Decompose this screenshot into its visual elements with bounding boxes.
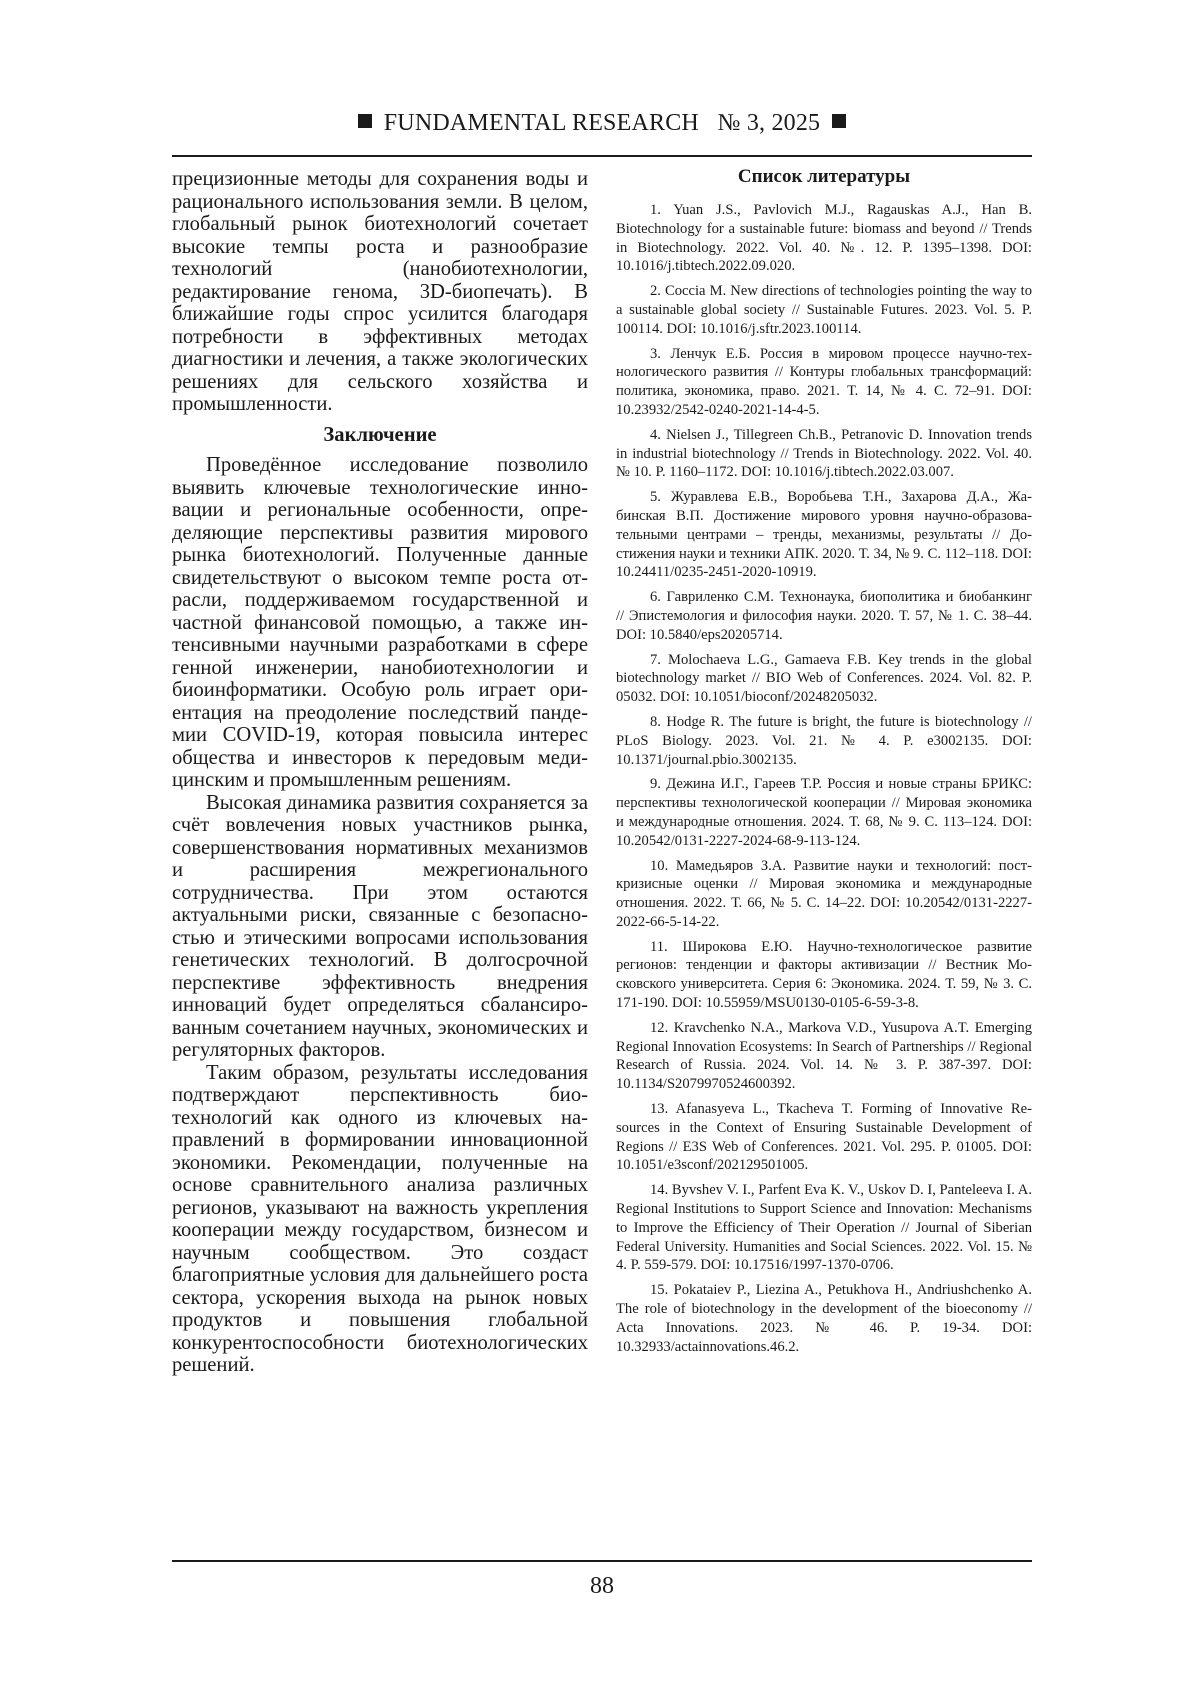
conclusion-paragraph: Таким образом, результаты исследования подтверждают перспективность биотехнологий как одного из ключевых направлений в формировании инновационной экономики. Рекомендации, полученные на основе сравнительного анализа различных регионов, указывают на важность укрепления кооперации между государством, бизнесом и научным сообществом. Это создаст благоприятные условия для дальнейшего роста сектора, ускорения выхода на рынок новых продуктов и повышения глобальной конкурентоспособности биотехнологических решений. bbox=[172, 1061, 588, 1376]
reference-item: 9. Дежина И.Г., Гареев Т.Р. Россия и новые страны БРИКС: перспективы технологической кооперации // Мировая экономика и международные отношения. 2024. Т. 68, № 9. С. 113–124. DOI: 10.20542/0131-2227-2024-68-9-113-124. bbox=[616, 776, 1032, 849]
reference-item: 6. Гавриленко С.М. Технонаука, биополитика и биобанкинг // Эпистемология и философия науки. 2020. Т. 57, № 1. С. 38–44. DOI: 10.5840/eps20205714. bbox=[616, 589, 1032, 643]
footer-rule bbox=[172, 1560, 1032, 1562]
issue-number: № 3, 2025 bbox=[717, 110, 821, 136]
reference-item: 14. Byvshev V. I., Parfent Eva K. V., Uskov D. I, Panteleeva I. A. Regional Institutions to Support Science and Innovation: Mechanisms to Improve the Efficiency of Their Operation // Journal of Siberian Federal University. Humanities and Social Sciences. 2022. Vol. 15. № 4. P. 559-579. DOI: 10.17516/1997-1370-0706. bbox=[616, 1182, 1032, 1274]
reference-item: 13. Afanasyeva L., Tkacheva T. Forming of Innovative Resources in the Context of Ensuring Sustainable Development of Regions // E3S Web of Conferences. 2021. Vol. 295. P. 01005. DOI: 10.1051/e3sconf/202129501005. bbox=[616, 1101, 1032, 1174]
reference-item: 1. Yuan J.S., Pavlovich M.J., Ragauskas A.J., Han B. Biotechnology for a sustainable future: biomass and beyond // Trends in Biotechnology. 2022. Vol. 40. №. 12. P. 1395–1398. DOI: 10.1016/j.tibtech.2022.09.020. bbox=[616, 202, 1032, 275]
references-heading: Список литературы bbox=[737, 166, 911, 187]
references-column bbox=[616, 166, 1032, 1362]
header-rule bbox=[172, 155, 1032, 157]
reference-item: 4. Nielsen J., Tillegreen Ch.B., Petranovic D. Innovation trends in industrial biotechnology // Trends in Biotechnology. 2022. Vol. 40. № 10. P. 1160–1172. DOI: 10.1016/j.tibtech.2022.03.007. bbox=[616, 426, 1032, 481]
reference-item: 15. Pokataiev P., Liezina A., Petukhova H., Andriushchenko A. The role of biotechnology in the development of the bioeconomy // Acta Innovations. 2023. № 46. P. 19-34. DOI: 10.32933/actainnovations.46.2. bbox=[616, 1282, 1032, 1355]
reference-item: 8. Hodge R. The future is bright, the future is biotechnology // PLoS Biology. 2023. Vol. 21. № 4. P. e3002135. DOI: 10.1371/journal.pbio.3002135. bbox=[616, 713, 1032, 768]
conclusion-heading: Заключение bbox=[323, 423, 437, 446]
reference-item: 5. Журавлева Е.В., Воробьева Т.Н., Захарова Д.А., Жабинская В.П. Достижение мирового уровня научно-образовательными центрами – тренды, механизмы, результаты // Достижения науки и техники АПК. 2020. Т. 34, № 9. С. 112–118. DOI: 10.24411/0235-2451-2020-10919. bbox=[616, 489, 1032, 581]
reference-item: 2. Coccia M. New directions of technologies pointing the way to a sustainable global society // Sustainable Futures. 2023. Vol. 5. P. 100114. DOI: 10.1016/j.sftr.2023.100114. bbox=[616, 283, 1032, 337]
reference-list bbox=[616, 201, 1032, 1356]
left-column bbox=[172, 168, 588, 1377]
reference-item: 3. Ленчук Е.Б. Россия в мировом процессе научно-технологического развития // Контуры глобальных трансформаций: политика, экономика, право. 2021. Т. 14, № 4. С. 72–91. DOI: 10.23932/2542-0240-2021-14-4-5. bbox=[616, 345, 1032, 418]
reference-item: 11. Широкова Е.Ю. Научно-технологическое развитие регионов: тенденции и факторы активизации // Вестник Московского университета. Серия 6: Экономика. 2024. Т. 59, № 3. С. 171-190. DOI: 10.55959/MSU0130-0105-6-59-3-8. bbox=[616, 938, 1032, 1012]
reference-item: 10. Мамедьяров З.А. Развитие науки и технологий: посткризисные оценки // Мировая экономика и международные отношения. 2022. Т. 66, № 5. С. 14–22. DOI: 10.20542/0131-2227-2022-66-5-14-22. bbox=[616, 857, 1032, 930]
reference-item: 12. Kravchenko N.A., Markova V.D., Yusupova A.T. Emerging Regional Innovation Ecosystems: In Search of Partnerships // Regional Research of Russia. 2024. Vol. 14. № 3. P. 387-397. DOI: 10.1134/S2079970524600392. bbox=[616, 1019, 1032, 1093]
intro-paragraph: прецизионные методы для сохранения воды и рационального использования земли. В целом, глобальный рынок биотехнологий сочетает высокие темпы роста и разнообразие технологий (нанобиотехнологии, редактирование генома, 3D-биопечать). В ближайшие годы спрос усилится благодаря потребности в эффективных методах диагностики и лечения, а также экологических решениях для сельского хозяйства и промышленности. bbox=[172, 168, 588, 415]
square-bullet-icon bbox=[358, 114, 372, 128]
square-bullet-icon bbox=[832, 114, 846, 128]
reference-item: 7. Molochaeva L.G., Gamaeva F.B. Key trends in the global biotechnology market // BIO Web of Conferences. 2024. Vol. 82. P. 05032. DOI: 10.1051/bioconf/20248205032. bbox=[616, 651, 1032, 706]
running-header bbox=[172, 110, 1032, 137]
journal-name: FUNDAMENTAL RESEARCH bbox=[383, 110, 699, 136]
page-number: 88 bbox=[590, 1573, 614, 1599]
conclusion-paragraph: Проведённое исследование позволило выявить ключевые технологические инновации и региональные особенности, определяющие перспективы развития мирового рынка биотехнологий. Полученные данные свидетельствуют о высоком темпе роста отрасли, поддерживаемом государственной и частной финансовой помощью, а также интенсивными научными разработками в сфере генной инженерии, нанобиотехнологии и биоинформатики. Особую роль играет ориентация на преодоление последствий пандемии COVID-19, которая повысила интерес общества и инвесторов к передовым медицинским и промышленным решениям. bbox=[172, 454, 588, 791]
conclusion-paragraph: Высокая динамика развития сохраняется за счёт вовлечения новых участников рынка, совершенствования нормативных механизмов и расширения межрегионального сотрудничества. При этом остаются актуальными риски, связанные с безопасностью и этическими вопросами использования генетических технологий. В долгосрочной перспективе эффективность внедрения инноваций будет определяться сбалансированным сочетанием научных, экономических и регуляторных факторов. bbox=[172, 791, 588, 1061]
